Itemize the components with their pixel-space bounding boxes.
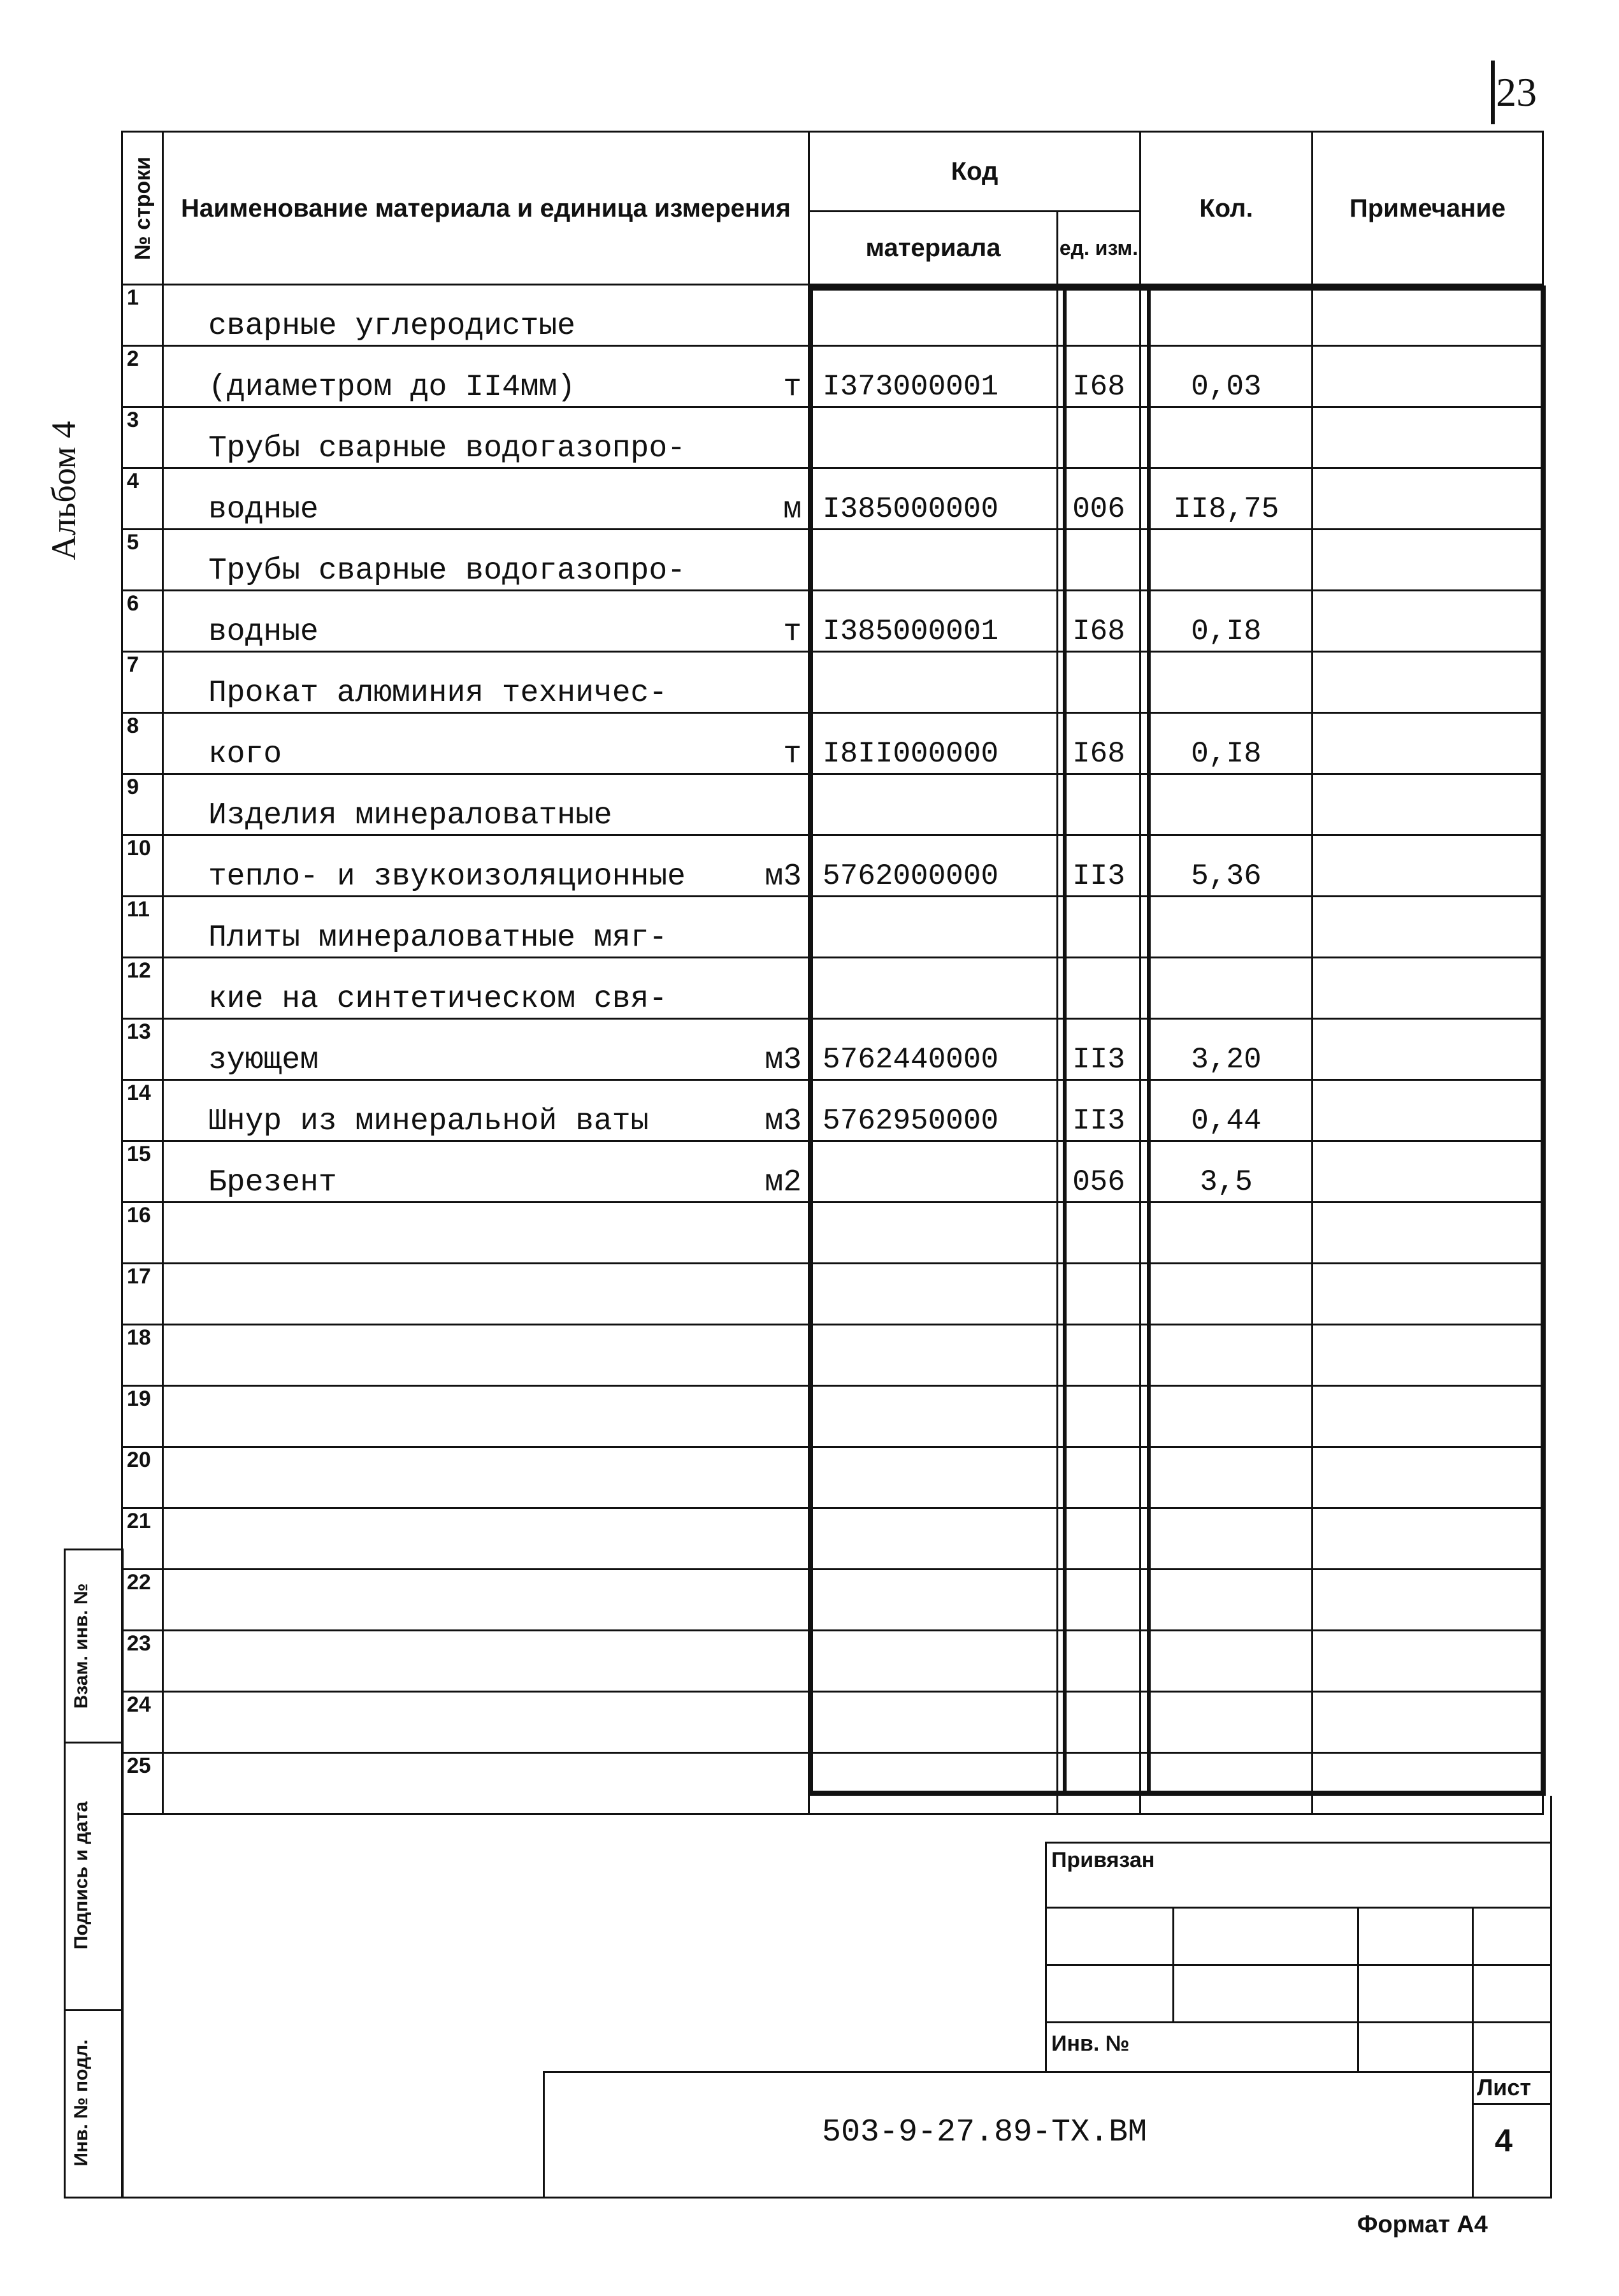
material-name-cell: [163, 1325, 809, 1386]
row-number-cell: 17: [122, 1264, 163, 1325]
quantity-cell: [1140, 958, 1313, 1019]
quantity-cell: [1140, 897, 1313, 958]
quantity-cell: [1140, 530, 1313, 591]
material-unit: т: [783, 615, 802, 649]
row-number-cell: 16: [122, 1202, 163, 1264]
material-name-cell: [163, 774, 809, 835]
material-name-cell: [163, 285, 809, 346]
note-cell: [1313, 1570, 1543, 1631]
material-code-cell: I8II000000: [809, 713, 1058, 774]
quantity-cell: II8,75: [1140, 468, 1313, 530]
material-code-cell: [809, 897, 1058, 958]
unit-code-cell: [1058, 1447, 1140, 1508]
quantity-cell: [1140, 1325, 1313, 1386]
table-row: [122, 1080, 1543, 1141]
table-row: [122, 1631, 1543, 1692]
row-number-cell: 10: [122, 835, 163, 897]
unit-code-cell: [1058, 1508, 1140, 1570]
priv-line-1: [1045, 1907, 1552, 1909]
material-code-cell: I385000000: [809, 468, 1058, 530]
material-code-cell: [809, 1570, 1058, 1631]
material-name: Трубы сварные водогазопро-: [208, 431, 686, 466]
table-row: [122, 1019, 1543, 1080]
material-name-cell: [163, 468, 809, 530]
note-cell: [1313, 1386, 1543, 1447]
row-number-cell: 19: [122, 1386, 163, 1447]
quantity-cell: 5,36: [1140, 835, 1313, 897]
note-cell: [1313, 346, 1543, 407]
row-number-cell: 18: [122, 1325, 163, 1386]
table-row: [122, 835, 1543, 897]
note-cell: [1313, 591, 1543, 652]
unit-code-cell: [1058, 407, 1140, 468]
material-name-cell: [163, 407, 809, 468]
note-cell: [1313, 1631, 1543, 1692]
material-name-cell: [163, 1264, 809, 1325]
material-name: водные: [208, 493, 319, 527]
unit-code-cell: [1058, 897, 1140, 958]
table-row: [122, 530, 1543, 591]
table-row: [122, 1202, 1543, 1264]
material-code-cell: 5762000000: [809, 835, 1058, 897]
header-note: Примечание: [1313, 132, 1543, 285]
quantity-cell: [1140, 285, 1313, 346]
note-cell: [1313, 958, 1543, 1019]
material-code-cell: [809, 1264, 1058, 1325]
header-name: Наименование материала и единица измерения: [163, 132, 809, 285]
stamp-inv-podl: Инв. № подл.: [71, 2039, 92, 2167]
unit-code-cell: [1058, 1570, 1140, 1631]
material-code-cell: [809, 652, 1058, 713]
quantity-cell: 0,03: [1140, 346, 1313, 407]
material-unit: т: [783, 737, 802, 772]
table-row: [122, 285, 1543, 346]
row-number-cell: 20: [122, 1447, 163, 1508]
note-cell: [1313, 1141, 1543, 1202]
material-code-cell: [809, 1692, 1058, 1753]
album-label: Альбом 4: [45, 421, 83, 561]
quantity-cell: [1140, 652, 1313, 713]
material-name-cell: [163, 897, 809, 958]
material-unit: т: [783, 370, 802, 405]
header-qty: Кол.: [1140, 132, 1313, 285]
unit-code-cell: I68: [1058, 591, 1140, 652]
page-number: 23: [1496, 69, 1537, 115]
material-code-cell: [809, 1447, 1058, 1508]
row-number-cell: 22: [122, 1570, 163, 1631]
material-unit: м: [783, 493, 802, 527]
unit-code-cell: [1058, 1325, 1140, 1386]
note-cell: [1313, 1080, 1543, 1141]
header-code-unit: ед. изм.: [1058, 212, 1140, 285]
unit-code-cell: II3: [1058, 1019, 1140, 1080]
header-code: Код: [809, 132, 1140, 212]
unit-code-cell: [1058, 958, 1140, 1019]
note-cell: [1313, 1447, 1543, 1508]
material-unit: м3: [765, 1043, 802, 1078]
unit-code-cell: [1058, 1264, 1140, 1325]
material-name: водные: [208, 615, 319, 649]
row-number-cell: 15: [122, 1141, 163, 1202]
material-name-cell: [163, 1080, 809, 1141]
inv-number-label: Инв. №: [1051, 2032, 1130, 2056]
unit-code-cell: 006: [1058, 468, 1140, 530]
priv-line-2: [1045, 1964, 1552, 1966]
material-code-cell: [809, 1141, 1058, 1202]
sheet-number: 4: [1495, 2123, 1513, 2158]
note-cell: [1313, 468, 1543, 530]
table-row: [122, 1692, 1543, 1753]
material-name: сварные углеродистые: [208, 309, 576, 343]
unit-code-cell: 056: [1058, 1141, 1140, 1202]
material-name-cell: [163, 1386, 809, 1447]
table-row: [122, 897, 1543, 958]
format-label: Формат А4: [1357, 2211, 1488, 2238]
row-number-cell: 24: [122, 1692, 163, 1753]
material-name-cell: [163, 1141, 809, 1202]
table-row: [122, 1508, 1543, 1570]
material-name-cell: [163, 346, 809, 407]
material-name-cell: [163, 1019, 809, 1080]
unit-code-cell: [1058, 652, 1140, 713]
material-code-cell: I385000001: [809, 591, 1058, 652]
bold-divider-1: [1063, 285, 1067, 1796]
material-name-cell: [163, 835, 809, 897]
note-cell: [1313, 897, 1543, 958]
table-row: [122, 1447, 1543, 1508]
table-row: [122, 713, 1543, 774]
quantity-cell: 0,I8: [1140, 591, 1313, 652]
row-number-cell: 7: [122, 652, 163, 713]
material-name-cell: [163, 958, 809, 1019]
row-number-cell: 1: [122, 285, 163, 346]
priv-vline-2: [1357, 1907, 1359, 2071]
priv-vline-1: [1172, 1907, 1174, 2021]
row-number-cell: 13: [122, 1019, 163, 1080]
unit-code-cell: [1058, 1202, 1140, 1264]
header-code-material: материала: [809, 212, 1058, 285]
quantity-cell: [1140, 1631, 1313, 1692]
unit-code-cell: [1058, 1631, 1140, 1692]
unit-code-cell: I68: [1058, 346, 1140, 407]
material-code-cell: [809, 530, 1058, 591]
materials-table-body: [122, 285, 1543, 1814]
priv-line-3: [1045, 2021, 1552, 2023]
quantity-cell: [1140, 1447, 1313, 1508]
note-cell: [1313, 652, 1543, 713]
table-row: [122, 407, 1543, 468]
material-name: кого: [208, 737, 282, 772]
material-name-cell: [163, 591, 809, 652]
note-cell: [1313, 1019, 1543, 1080]
note-cell: [1313, 285, 1543, 346]
unit-code-cell: [1058, 285, 1140, 346]
material-code-cell: [809, 1631, 1058, 1692]
material-unit: м3: [765, 1104, 802, 1139]
quantity-cell: [1140, 1264, 1313, 1325]
row-number-cell: 23: [122, 1631, 163, 1692]
note-cell: [1313, 1325, 1543, 1386]
note-cell: [1313, 1692, 1543, 1753]
material-name: тепло- и звукоизоляционные: [208, 860, 686, 894]
material-name-cell: [163, 1692, 809, 1753]
row-number-cell: 11: [122, 897, 163, 958]
quantity-cell: [1140, 1508, 1313, 1570]
stamp-podpis-data: Подпись и дата: [66, 1742, 122, 2011]
quantity-cell: 0,I8: [1140, 713, 1313, 774]
row-number-cell: 4: [122, 468, 163, 530]
materials-table: [121, 131, 1544, 1815]
note-cell: [1313, 713, 1543, 774]
quantity-cell: 0,44: [1140, 1080, 1313, 1141]
table-row: [122, 1570, 1543, 1631]
material-code-cell: [809, 1386, 1058, 1447]
sheet-separator: [1472, 2103, 1552, 2105]
unit-code-cell: [1058, 1386, 1140, 1447]
table-row: [122, 591, 1543, 652]
privyazan-label: Привязан: [1051, 1848, 1155, 1872]
material-code-cell: I373000001: [809, 346, 1058, 407]
bold-divider-2: [1147, 285, 1151, 1796]
quantity-cell: [1140, 1692, 1313, 1753]
quantity-cell: 3,20: [1140, 1019, 1313, 1080]
left-stamp: [64, 1549, 124, 2199]
material-code-cell: [809, 1325, 1058, 1386]
row-number-cell: 8: [122, 713, 163, 774]
material-unit: м2: [765, 1166, 802, 1200]
material-name: Брезент: [208, 1166, 337, 1200]
row-number-cell: 9: [122, 774, 163, 835]
material-name-cell: [163, 1570, 809, 1631]
quantity-cell: 3,5: [1140, 1141, 1313, 1202]
table-row: [122, 774, 1543, 835]
table-row: [122, 958, 1543, 1019]
material-name: Прокат алюминия техничес-: [208, 676, 668, 711]
row-number-cell: 5: [122, 530, 163, 591]
material-name-cell: [163, 713, 809, 774]
row-number-cell: 21: [122, 1508, 163, 1570]
table-row: [122, 1141, 1543, 1202]
material-code-cell: [809, 1508, 1058, 1570]
material-unit: м3: [765, 860, 802, 894]
material-name-cell: [163, 652, 809, 713]
unit-code-cell: [1058, 530, 1140, 591]
unit-code-cell: I68: [1058, 713, 1140, 774]
note-cell: [1313, 1508, 1543, 1570]
row-number-cell: 14: [122, 1080, 163, 1141]
priv-vline-3: [1472, 1907, 1474, 2071]
row-number-cell: 25: [122, 1753, 163, 1814]
material-name-cell: [163, 1508, 809, 1570]
material-name-cell: [163, 1202, 809, 1264]
note-cell: [1313, 407, 1543, 468]
unit-code-cell: II3: [1058, 835, 1140, 897]
table-row: [122, 1264, 1543, 1325]
quantity-cell: [1140, 1570, 1313, 1631]
unit-code-cell: [1058, 1692, 1140, 1753]
material-name-cell: [163, 1631, 809, 1692]
row-number-cell: 3: [122, 407, 163, 468]
quantity-cell: [1140, 1202, 1313, 1264]
page-number-bar: [1491, 61, 1495, 124]
material-name: кие на синтетическом свя-: [208, 982, 668, 1016]
material-name: Шнур из минеральной ваты: [208, 1104, 649, 1139]
quantity-cell: [1140, 1386, 1313, 1447]
row-number-cell: 2: [122, 346, 163, 407]
material-code-cell: [809, 958, 1058, 1019]
header-row-number: № строки: [122, 132, 163, 285]
material-code-cell: [809, 774, 1058, 835]
sheet-label: Лист: [1477, 2074, 1532, 2100]
table-row: [122, 1386, 1543, 1447]
row-number-cell: 6: [122, 591, 163, 652]
table-row: [122, 652, 1543, 713]
unit-code-cell: II3: [1058, 1080, 1140, 1141]
material-name: Трубы сварные водогазопро-: [208, 554, 686, 588]
note-cell: [1313, 835, 1543, 897]
note-cell: [1313, 1202, 1543, 1264]
material-name: (диаметром до II4мм): [208, 370, 576, 405]
material-name-cell: [163, 1447, 809, 1508]
unit-code-cell: [1058, 774, 1140, 835]
table-row: [122, 468, 1543, 530]
row-number-cell: 12: [122, 958, 163, 1019]
quantity-cell: [1140, 774, 1313, 835]
table-row: [122, 346, 1543, 407]
note-cell: [1313, 530, 1543, 591]
material-code-cell: 5762440000: [809, 1019, 1058, 1080]
material-name: Плиты минераловатные мяг-: [208, 921, 668, 955]
material-name: Изделия минераловатные: [208, 798, 612, 833]
note-cell: [1313, 1264, 1543, 1325]
document-code: 503-9-27.89-ТХ.ВМ: [822, 2114, 1148, 2151]
table-row: [122, 1325, 1543, 1386]
stamp-vzam-inv: Взам. инв. №: [66, 1550, 122, 1744]
material-code-cell: [809, 1202, 1058, 1264]
material-name: зующем: [208, 1043, 319, 1078]
note-cell: [1313, 774, 1543, 835]
material-code-cell: [809, 407, 1058, 468]
material-name-cell: [163, 530, 809, 591]
quantity-cell: [1140, 407, 1313, 468]
material-code-cell: [809, 285, 1058, 346]
material-code-cell: 5762950000: [809, 1080, 1058, 1141]
